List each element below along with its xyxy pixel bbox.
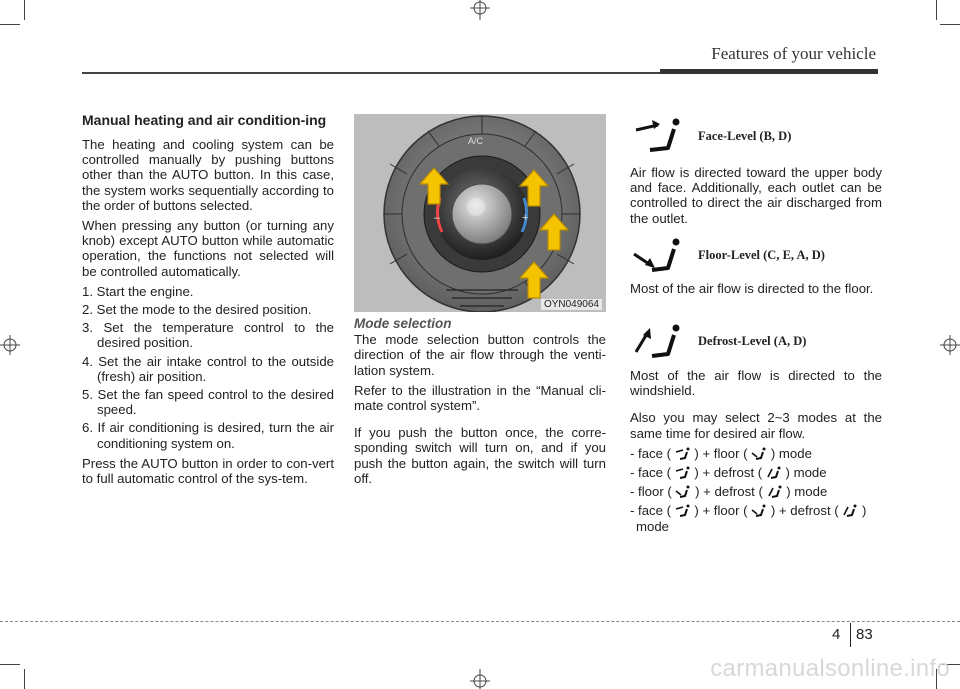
crop-mark	[940, 24, 960, 25]
registration-mark	[0, 334, 20, 356]
climate-control-illustration	[354, 114, 606, 312]
chapter-number: 4	[832, 626, 841, 643]
list-item: 1. Start the engine.	[82, 283, 194, 299]
control-knob-drawing	[354, 114, 606, 312]
crop-mark	[0, 24, 20, 25]
mode-label: Floor-Level (C, E, A, D)	[698, 248, 825, 262]
running-header: Features of your vehicle	[711, 44, 876, 63]
combo-line: - face ( ) + floor ( ) + defrost ( ) mode	[630, 503, 882, 533]
mode-label: Face-Level (B, D)	[698, 129, 792, 143]
crop-mark	[24, 669, 25, 689]
section-heading: Manual heating and air condition-ing	[82, 112, 327, 128]
step-list	[82, 284, 334, 451]
registration-mark	[468, 669, 492, 689]
floor-icon	[751, 504, 767, 518]
face-icon	[675, 447, 691, 461]
paragraph: When pressing any button (or turning any knob) except AUTO button while automatic operation, the functions not selected will be controlled automatically.	[82, 218, 334, 279]
combo-line: - face ( ) + floor ( ) mode	[630, 445, 812, 461]
left-column	[82, 112, 334, 491]
defrost-icon	[767, 485, 783, 499]
list-item: 5. Set the fan speed control to the desired speed.	[82, 387, 334, 418]
page-number: 83	[856, 626, 873, 643]
floor-icon	[751, 447, 767, 461]
floor-level-icon	[630, 234, 686, 282]
page-separator	[850, 623, 851, 647]
defrost-icon	[842, 504, 858, 518]
registration-mark	[940, 334, 960, 356]
right-column-lower	[630, 368, 882, 538]
crop-mark	[24, 0, 25, 20]
figure-code: OYN049064	[541, 299, 602, 310]
crop-mark	[936, 0, 937, 20]
svg-text:–: –	[434, 212, 441, 224]
paragraph: The mode selection button controls the direction of the air flow through the venti-lation system.	[354, 332, 606, 378]
list-item: 4. Set the air intake control to the outside (fresh) air position.	[82, 353, 334, 384]
face-icon	[675, 466, 691, 480]
paragraph: Refer to the illustration in the “Manual cli-mate control system”.	[354, 382, 606, 414]
combo-line: - floor ( ) + defrost ( ) mode	[630, 484, 828, 500]
crop-mark	[0, 664, 20, 665]
floor-level-row	[630, 234, 882, 282]
svg-text:+: +	[522, 212, 529, 224]
combo-line: - face ( ) + defrost ( ) mode	[630, 465, 827, 481]
paragraph: Press the AUTO button in order to con-vert to full automatic control of the sys-tem.	[82, 455, 334, 487]
subsection-heading: Mode selection	[354, 316, 452, 331]
right-paragraph	[630, 165, 882, 231]
paragraph: Most of the air flow is directed to the windshield.	[630, 368, 882, 399]
paragraph: If you push the button once, the corre-sponding switch will turn on, and if you push the button again, the switch will turn off.	[354, 425, 606, 486]
combo-line-continuation: mode	[636, 518, 669, 534]
footer-rule	[0, 621, 960, 622]
face-level-icon	[630, 112, 686, 160]
defrost-level-icon	[630, 320, 686, 368]
paragraph: Also you may select 2~3 modes at the same time for desired air flow.	[630, 410, 882, 441]
list-item: 2. Set the mode to the desired position.	[82, 302, 312, 318]
registration-mark	[468, 0, 492, 20]
defrost-icon	[766, 466, 782, 480]
header-accent-bar	[660, 69, 878, 74]
face-icon	[675, 504, 691, 518]
defrost-level-row	[630, 320, 882, 368]
face-level-row	[630, 112, 882, 160]
right-paragraph	[630, 281, 882, 301]
paragraph: The heating and cooling system can be controlled manually by pushing buttons other than the AUTO button. In this case, the system works sequentially according to the order of buttons selected.	[82, 137, 334, 213]
mode-label: Defrost-Level (A, D)	[698, 334, 807, 348]
watermark: carmanualsonline.info	[710, 655, 950, 682]
list-item: 3. Set the temperature control to the desired position.	[82, 320, 334, 351]
ac-label: A/C	[468, 136, 484, 146]
list-item: 6. If air conditioning is desired, turn the air conditioning system on.	[82, 420, 334, 451]
middle-column	[354, 316, 606, 491]
paragraph: Most of the air flow is directed to the floor.	[630, 281, 874, 296]
paragraph: Air flow is directed toward the upper body and face. Additionally, each outlet can be controlled to direct the air discharged from the outlet.	[630, 165, 882, 226]
floor-icon	[675, 485, 691, 499]
